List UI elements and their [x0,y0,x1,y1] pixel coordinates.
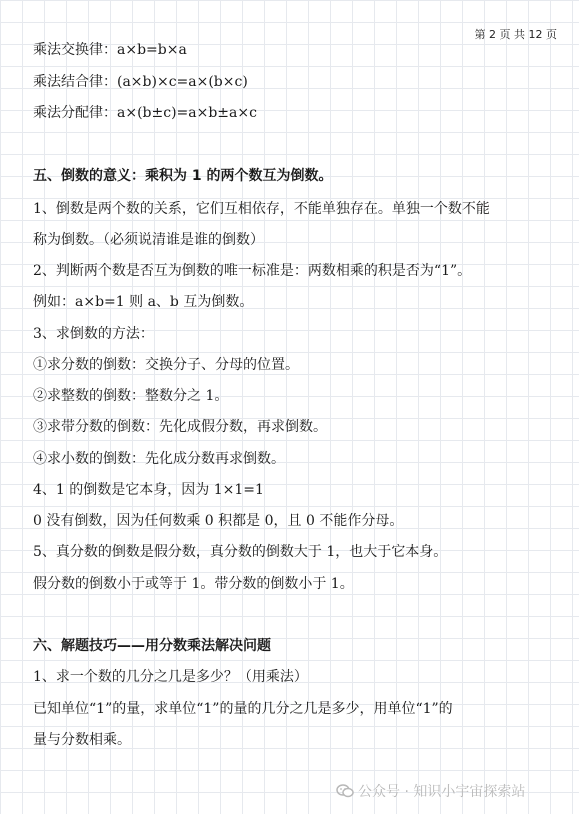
section5-line: 假分数的倒数小于或等于 1。带分数的倒数小于 1。 [33,576,354,592]
section5-line: 3、求倒数的方法： [33,326,154,342]
section5-line: 4、1 的倒数是它本身，因为 1×1=1 [33,482,264,498]
section6-line: 已知单位“1”的量，求单位“1”的量的几分之几是多少，用单位“1”的 [33,701,453,717]
section6-line: 量与分数相乘。 [33,732,131,748]
section5-line: ②求整数的倒数：整数分之 1。 [33,388,229,404]
page-number: 第 2 页 共 12 页 [474,28,557,41]
section5-line: 5、真分数的倒数是假分数，真分数的倒数大于 1，也大于它本身。 [33,544,448,560]
section5-title: 五、倒数的意义：乘积为 1 的两个数互为倒数。 [33,168,333,184]
section5-line: 2、判断两个数是否互为倒数的唯一标准是：两数相乘的积是否为“1”。 [33,263,472,279]
section5-line: 0 没有倒数，因为任何数乘 0 积都是 0，且 0 不能作分母。 [33,513,404,529]
wechat-icon [336,784,354,798]
law-commutative: 乘法交换律：a×b=b×a [33,42,187,58]
section5-line: 1、倒数是两个数的关系，它们互相依存，不能单独存在。单独一个数不能 [33,201,490,217]
watermark [336,781,525,801]
section6-line: 1、求一个数的几分之几是多少？（用乘法） [33,669,308,685]
section5-line: 例如：a×b=1 则 a、b 互为倒数。 [33,294,254,310]
section5-line: ③求带分数的倒数：先化成假分数，再求倒数。 [33,419,327,435]
section5-line: ①求分数的倒数：交换分子、分母的位置。 [33,357,299,373]
law-distributive: 乘法分配律：a×(b±c)=a×b±a×c [33,105,257,121]
section5-line: 称为倒数。（必须说清谁是谁的倒数） [33,232,264,248]
watermark-text: 公众号 · 知识小宇宙探索站 [358,784,526,800]
section6-title: 六、解题技巧——用分数乘法解决问题 [33,638,271,654]
law-associative: 乘法结合律：(a×b)×c=a×(b×c) [33,74,248,90]
section5-line: ④求小数的倒数：先化成分数再求倒数。 [33,451,285,467]
